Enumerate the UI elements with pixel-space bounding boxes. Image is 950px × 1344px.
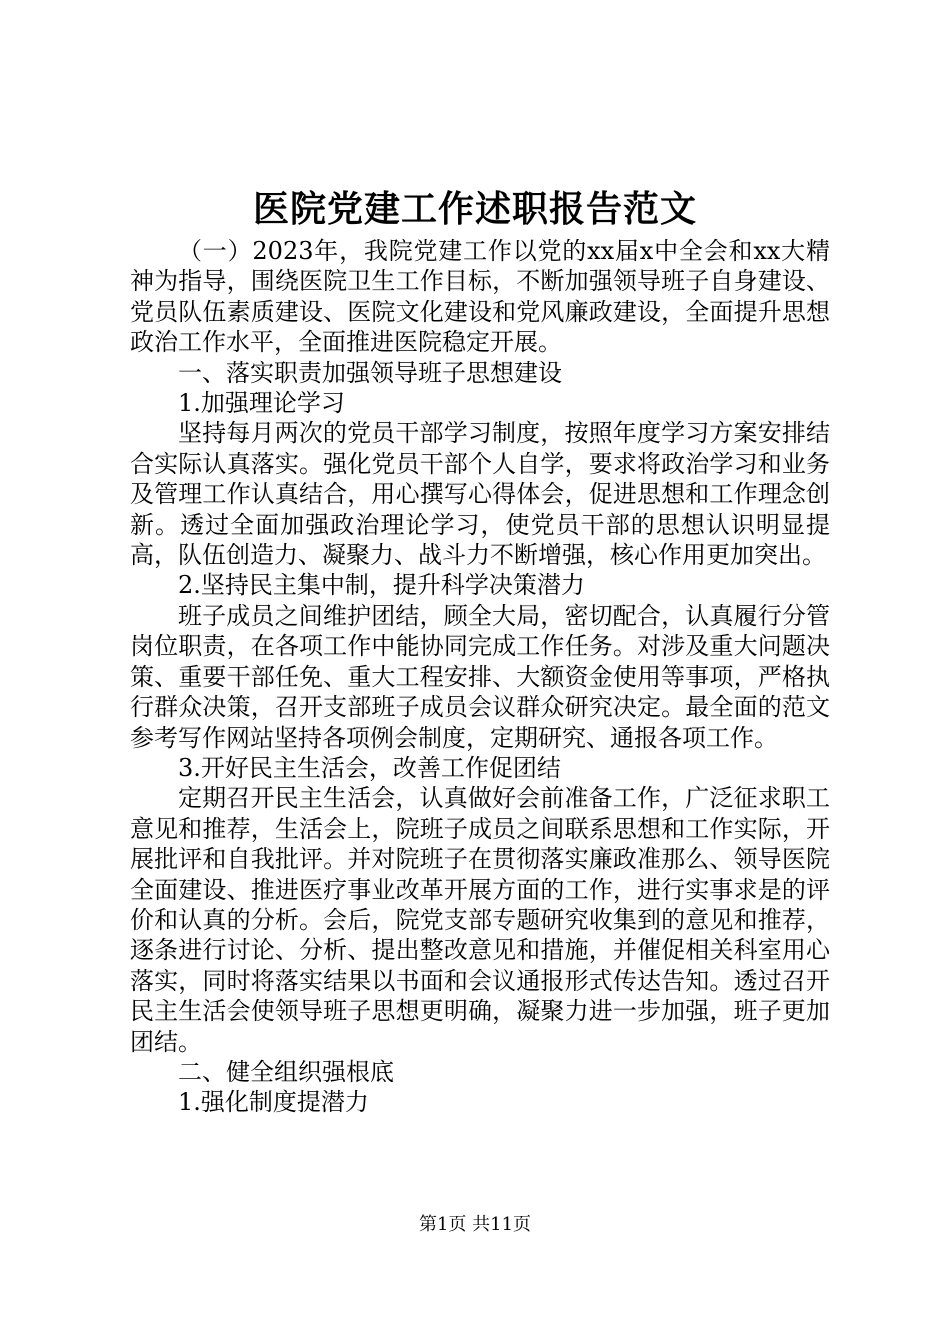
section-heading-2: 二、健全组织强根底 bbox=[178, 1057, 394, 1086]
subheading-2-1: 1.强化制度提潜力 bbox=[178, 1088, 369, 1117]
page-number-footer: 第1页 共11页 bbox=[418, 1214, 532, 1235]
section-heading-1: 一、落实职责加强领导班子思想建设 bbox=[178, 358, 562, 387]
subheading-1-3: 3.开好民主生活会，改善工作促团结 bbox=[178, 753, 561, 782]
document-title: 医院党建工作述职报告范文 bbox=[252, 188, 697, 230]
paragraph-intro: （一）2023年，我院党建工作以党的xx届x中全会和xx大精神为指导，围绕医院卫生工作目标，不断加强领导班子自身建设、党员队伍素质建设、医院文化建设和党风廉政建设，全面提升思想政治工作水平，全面推进医院稳定开展。 bbox=[130, 237, 830, 357]
subheading-1-2: 2.坚持民主集中制，提升科学决策潜力 bbox=[178, 571, 585, 600]
paragraph-1-1: 坚持每月两次的党员干部学习制度，按照年度学习方案安排结合实际认真落实。强化党员干部个人自学，要求将政治学习和业务及管理工作认真结合，用心撰写心得体会，促进思想和工作理念创新。透过全面加强政治理论学习，使党员干部的思想认识明显提高，队伍创造力、凝聚力、战斗力不断增强，核心作用更加突出。 bbox=[130, 419, 830, 570]
subheading-1-1: 1.加强理论学习 bbox=[178, 389, 345, 418]
paragraph-1-3: 定期召开民主生活会，认真做好会前准备工作，广泛征求职工意见和推荐，生活会上，院班子成员之间联系思想和工作实际，开展批评和自我批评。并对院班子在贯彻落实廉政准那么、领导医院全面建设、推进医疗事业改革开展方面的工作，进行实事求是的评价和认真的分析。会后，院党支部专题研究收集到的意见和推荐，逐条进行讨论、分析、提出整改意见和措施，并催促相关科室用心落实，同时将落实结果以书面和会议通报形式传达告知。透过召开民主生活会使领导班子思想更明确，凝聚力进一步加强，班子更加团结。 bbox=[130, 784, 830, 1056]
paragraph-1-2: 班子成员之间维护团结，顾全大局，密切配合，认真履行分管岗位职责，在各项工作中能协同完成工作任务。对涉及重大问题决策、重要干部任免、重大工程安排、大额资金使用等事项，严格执行群众决策，召开支部班子成员会议群众研究决定。最全面的范文参考写作网站坚持各项例会制度，定期研究、通报各项工作。 bbox=[130, 601, 830, 752]
document-body bbox=[130, 236, 830, 1118]
